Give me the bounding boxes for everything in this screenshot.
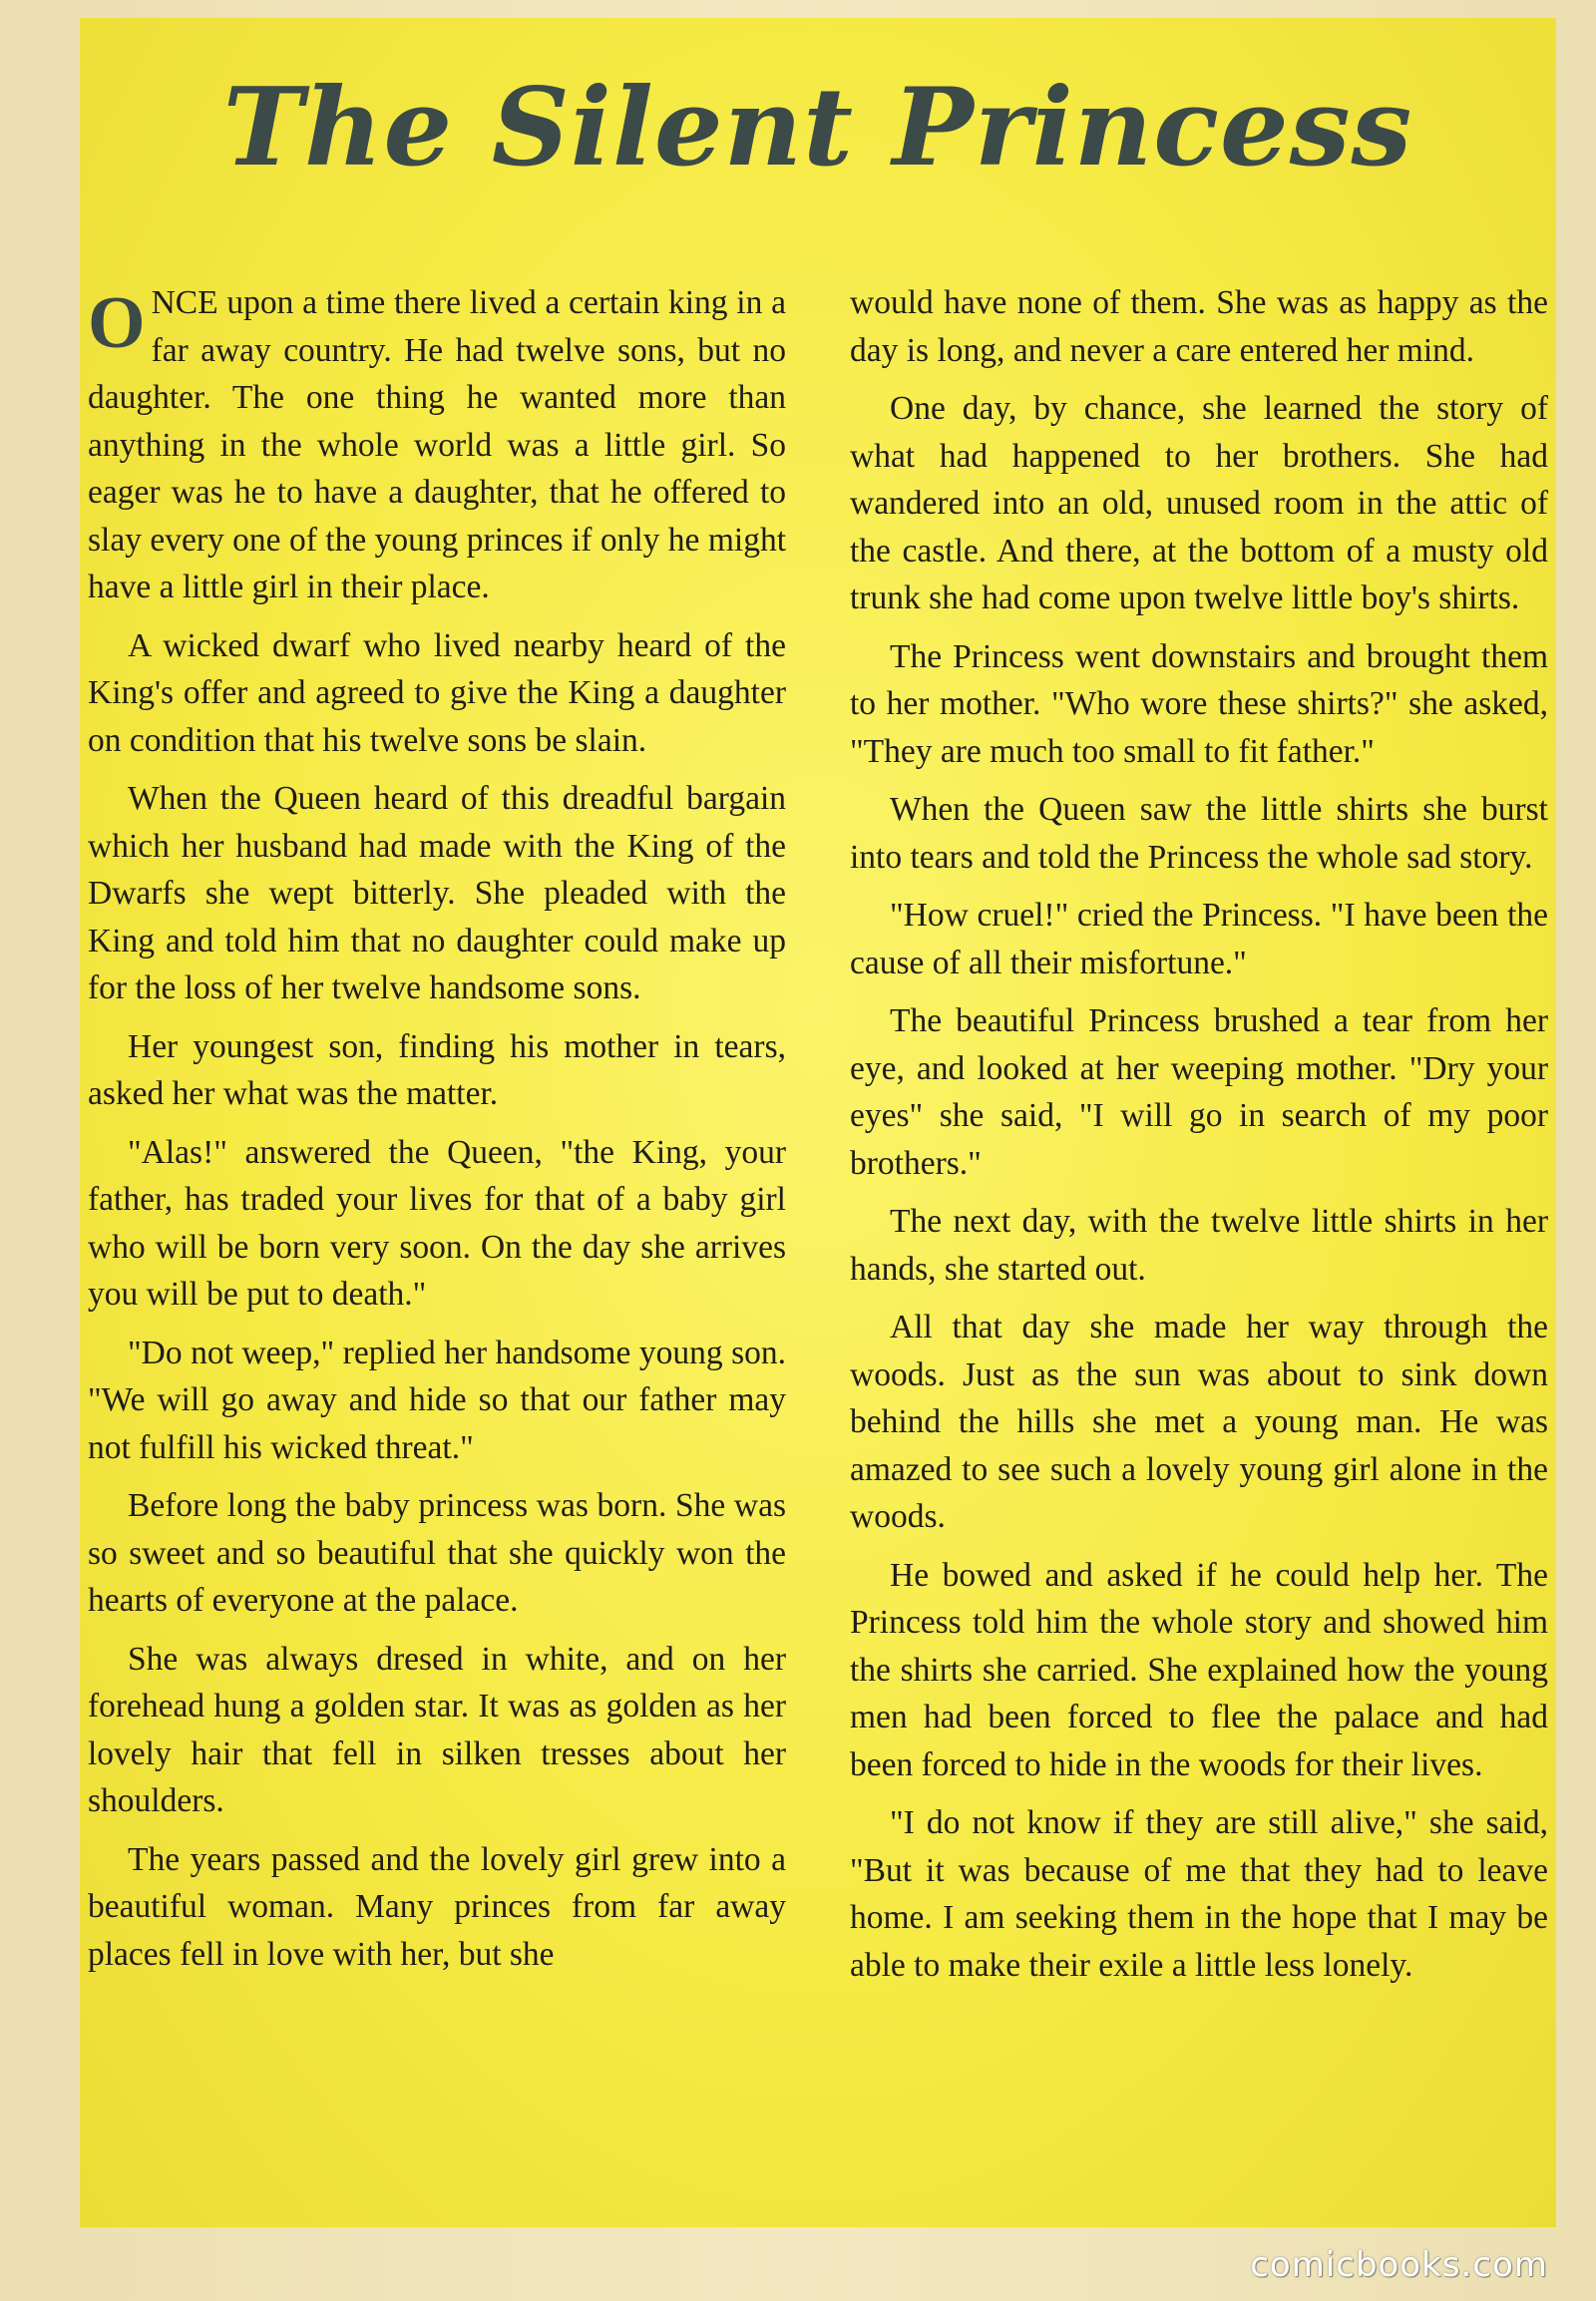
paragraph: When the Queen heard of this dreadful bargain which her husband had made with the King of the Dwarfs she wept bitterly. She pleaded with the King and told him that no daughter could make up for the loss of her twelve handsome sons. xyxy=(88,780,786,1006)
paragraph: When the Queen saw the little shirts she burst into tears and told the Princess the whole sad story. xyxy=(850,791,1548,876)
paragraph: Before long the baby princess was born. She was so sweet and so beautiful that she quickly won the hearts of everyone at the palace. xyxy=(88,1487,786,1619)
paragraph: The next day, with the twelve little shirts in her hands, she started out. xyxy=(850,1203,1548,1288)
paragraph: The years passed and the lovely girl grew into a beautiful woman. Many princes from far away places fell in love with her, but she xyxy=(88,1840,786,1973)
first-paragraph xyxy=(88,279,786,611)
paragraph: Her youngest son, finding his mother in tears, asked her what was the matter. xyxy=(88,1027,786,1112)
paragraph: "How cruel!" cried the Princess. "I have been the cause of all their misfortune." xyxy=(850,897,1548,981)
drop-cap: O xyxy=(88,282,146,364)
paragraph: He bowed and asked if he could help her. The Princess told him the whole story and showed him the shirts she carried. She explained how the young men had been forced to flee the palace and had been forced to hide in the woods for their lives. xyxy=(850,1556,1548,1783)
page-title: The Silent Princess xyxy=(222,65,1413,191)
paragraph: The Princess went downstairs and brought them to her mother. "Who wore these shirts?" she asked, "They are much too small to fit father." xyxy=(850,637,1548,770)
paragraph: A wicked dwarf who lived nearby heard of the King's offer and agreed to give the King a daughter on condition that his twelve sons be slain. xyxy=(88,626,786,759)
right-column xyxy=(850,279,1548,2000)
paragraph: One day, by chance, she learned the story of what had happened to her brothers. She had wandered into an old, unused room in the attic of the castle. And there, at the bottom of a musty old trunk she had come upon twelve little boy's shirts. xyxy=(850,390,1548,616)
continued-paragraph: would have none of them. She was as happy as the day is long, and never a care entered her mind. xyxy=(850,284,1548,369)
paragraph: "Alas!" answered the Queen, "the King, your father, has traded your lives for that of a baby girl who will be born very soon. On the day she arrives you will be put to death." xyxy=(88,1133,786,1313)
paragraph: All that day she made her way through the woods. Just as the sun was about to sink down behind the hills she met a young man. He was amazed to see such a lovely young girl alone in the woods. xyxy=(850,1309,1548,1535)
paragraph: The beautiful Princess brushed a tear from her eye, and looked at her weeping mother. "Dry your eyes" she said, "I will go in search of my poor brothers." xyxy=(850,1002,1548,1182)
left-column xyxy=(88,279,786,1989)
paragraph: She was always dresed in white, and on her forehead hung a golden star. It was as golden as her lovely hair that fell in silken tresses about her shoulders. xyxy=(88,1640,786,1819)
paragraph: "Do not weep," replied her handsome young son. "We will go away and hide so that our father may not fulfill his wicked threat." xyxy=(88,1334,786,1466)
first-paragraph-text: NCE upon a time there lived a certain king in a far away country. He had twelve sons, but no daughter. The one thing he wanted more than anything in the whole world was a little girl. So eager was he to have a daughter, that he offered to slay every one of the young princes if only he might have a little girl in their place. xyxy=(88,284,786,605)
paragraph: "I do not know if they are still alive," she said, "But it was because of me that they had to leave home. I am seeking them in the hope that I may be able to make their exile a little less lonely. xyxy=(850,1804,1548,1984)
story-panel xyxy=(80,18,1556,2227)
site-watermark: comicbooks.com xyxy=(1250,2245,1548,2285)
